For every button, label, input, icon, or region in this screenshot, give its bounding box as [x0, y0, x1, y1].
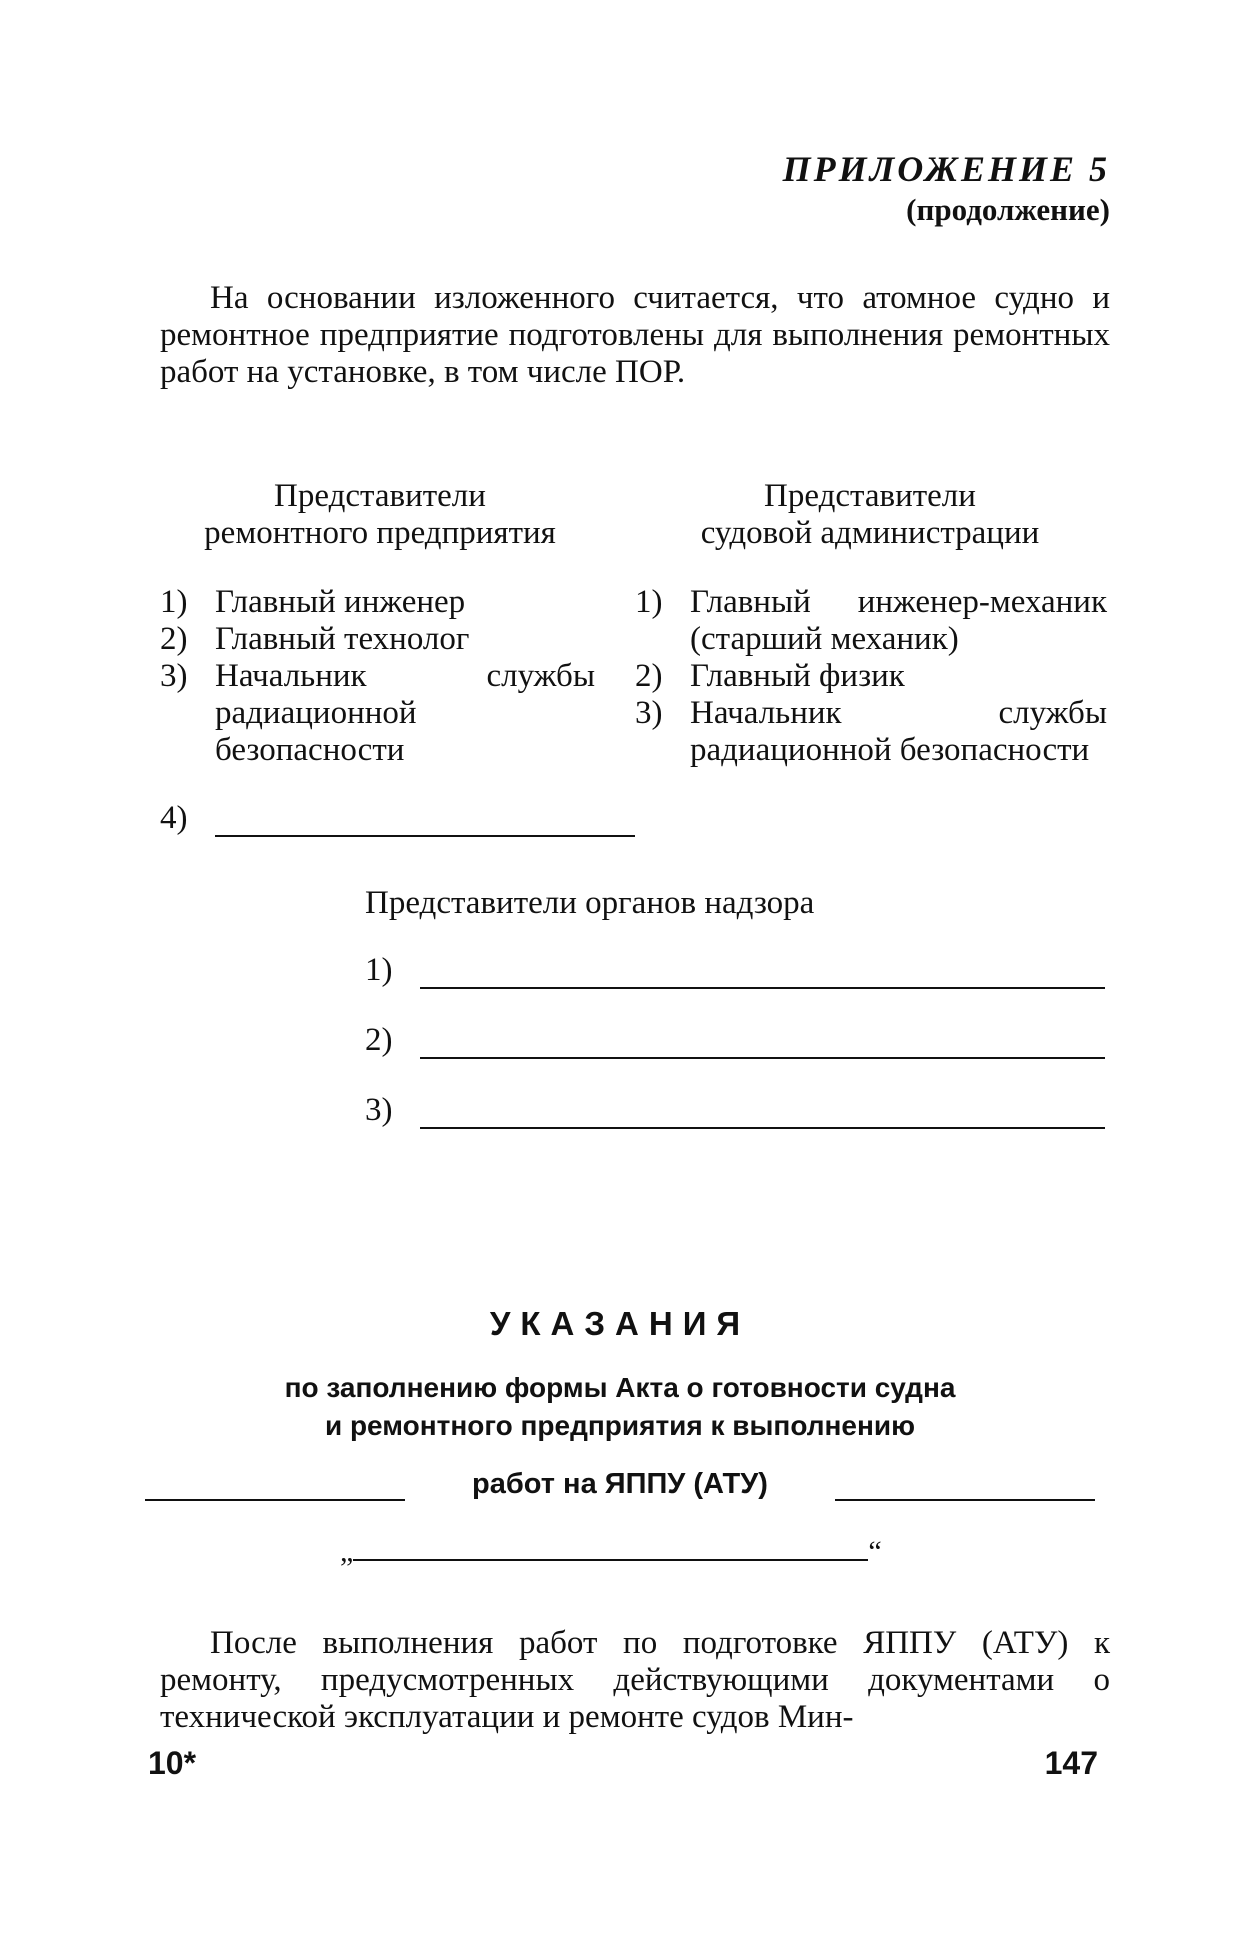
list-item-number: 2): [160, 621, 188, 657]
instructions-line3-row: [145, 1468, 1095, 1501]
intro-paragraph: [160, 280, 1110, 391]
instructions-line1: по заполнению формы Акта о готовности судна: [284, 1372, 956, 1403]
supervision-line-3: [365, 1092, 1105, 1129]
quote-close: “: [868, 1535, 882, 1568]
signature-mark: 10*: [148, 1745, 197, 1781]
quote-open: „: [340, 1535, 354, 1568]
signature-line: [420, 1057, 1105, 1059]
left-column-list: [160, 584, 595, 769]
fill-line: [835, 1499, 1095, 1501]
instructions-line3: работ на ЯППУ (АТУ): [472, 1468, 768, 1500]
list-item: [160, 584, 595, 621]
left-column-heading: [160, 478, 600, 552]
list-item-number: 1): [160, 584, 188, 620]
right-column-heading: [660, 478, 1080, 552]
fill-line: [353, 1559, 868, 1561]
supervision-number: 3): [365, 1092, 393, 1128]
signature-line: [420, 1127, 1105, 1129]
instructions-line2: и ремонтного предприятия к выполнению: [324, 1410, 916, 1441]
fill-line: [145, 1499, 405, 1501]
signature-line: [215, 835, 635, 837]
list-item: [635, 584, 1107, 658]
list-item-number: 3): [635, 695, 663, 731]
list-item-number: 2): [635, 658, 663, 694]
appendix-title: ПРИЛОЖЕНИЕ 5: [782, 149, 1110, 189]
list-item: [160, 658, 595, 769]
supervision-line-2: [365, 1022, 1105, 1059]
right-heading-line2: судовой администрации: [700, 515, 1040, 551]
left-heading-line2: ремонтного предприятия: [204, 515, 556, 551]
right-column-list: [635, 584, 1107, 769]
list-item-number: 3): [160, 658, 188, 694]
closing-paragraph: [160, 1625, 1110, 1736]
right-heading-line1: Представители: [764, 478, 976, 514]
supervision-heading: Представители органов надзора: [365, 885, 815, 921]
signature-line: [420, 987, 1105, 989]
intro-paragraph-text: На основании изложенного считается, что атомное судно и ремонтное предприятие подготовлены для выполнения ремонтных работ на установке, в том числе ПОР.: [160, 280, 1110, 390]
list-item-text: Начальник службы радиационной безопасности: [215, 658, 595, 768]
appendix-subtitle: (продолжение): [906, 192, 1110, 227]
left-blank-item: [160, 800, 635, 837]
list-item-number: 1): [635, 584, 663, 620]
supervision-number: 1): [365, 952, 393, 988]
list-item-text: Главный инженер-механик (старший механик): [690, 584, 1107, 657]
quote-fill-row: [340, 1535, 882, 1569]
supervision-line-1: [365, 952, 1105, 989]
list-item: [635, 658, 1107, 695]
closing-paragraph-text: После выполнения работ по подготовке ЯППУ (АТУ) к ремонту, предусмотренных действующими документами о технической эксплуатации и ремонте судов Мин-: [160, 1625, 1110, 1735]
list-item-text: Главный инженер: [215, 584, 466, 620]
list-item-text: Главный технолог: [215, 621, 470, 657]
supervision-number: 2): [365, 1022, 393, 1058]
list-item-text: Главный физик: [690, 658, 905, 694]
blank-item-number: 4): [160, 800, 188, 836]
page-number: 147: [1044, 1745, 1098, 1781]
instructions-title: УКАЗАНИЯ: [489, 1305, 751, 1342]
list-item: [160, 621, 595, 658]
list-item-text: Начальник службы радиационной безопасности: [690, 695, 1107, 768]
list-item: [635, 695, 1107, 769]
left-heading-line1: Представители: [274, 478, 486, 514]
